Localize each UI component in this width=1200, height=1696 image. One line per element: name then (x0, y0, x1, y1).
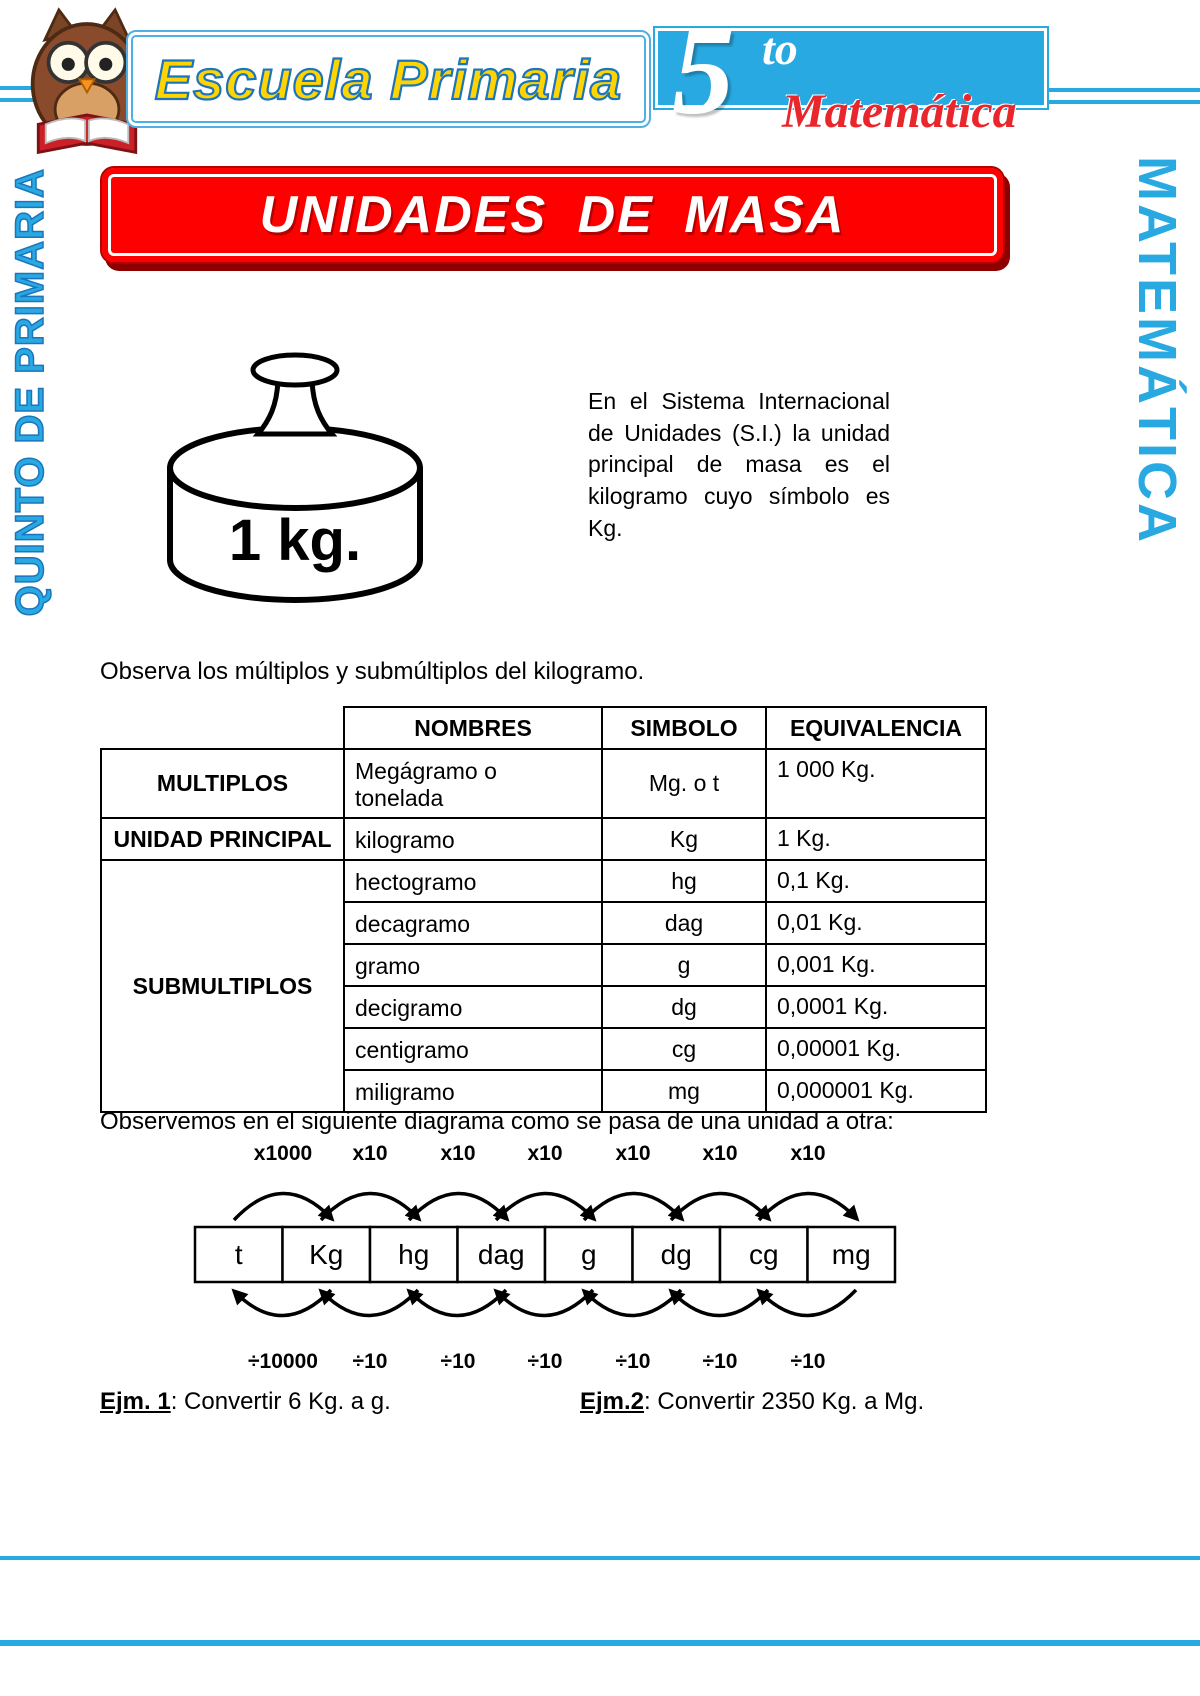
divide-label: ÷10 (702, 1350, 738, 1373)
multiply-label: x10 (440, 1142, 476, 1165)
cell-nombre: hectogramo (344, 860, 602, 902)
multiply-arrow (409, 1193, 506, 1220)
cell-simbolo: Kg (602, 818, 766, 860)
cell-simbolo: cg (602, 1028, 766, 1070)
grade-digit: 5 (672, 3, 735, 141)
example-1 (100, 1388, 580, 1416)
divide-arrow (410, 1290, 506, 1316)
column-header-nombres: NOMBRES (344, 707, 602, 749)
title-banner (100, 166, 1005, 264)
column-header-equivalencia: EQUIVALENCIA (766, 707, 986, 749)
divide-label: ÷10 (527, 1350, 563, 1373)
cell-simbolo: mg (602, 1070, 766, 1112)
cell-simbolo: dg (602, 986, 766, 1028)
observe-text: Observa los múltiplos y submúltiplos del kilogramo. (100, 658, 645, 685)
unit-box-label: dg (660, 1239, 692, 1270)
unit-box-label: g (580, 1239, 597, 1270)
subject-name: Matemática (782, 85, 1017, 138)
divide-arrow (322, 1290, 418, 1316)
column-header-simbolo: SIMBOLO (602, 707, 766, 749)
cell-nombre: decagramo (344, 902, 602, 944)
unit-box-label: cg (748, 1239, 779, 1270)
cell-nombre: kilogramo (344, 818, 602, 860)
cell-equivalencia: 0,0001 Kg. (766, 986, 986, 1028)
example-2 (580, 1388, 924, 1416)
multiply-label: x10 (702, 1142, 738, 1165)
grade-suffix: to (762, 23, 798, 74)
divide-label: ÷10 (615, 1350, 651, 1373)
divide-label: ÷10 (790, 1350, 826, 1373)
cell-nombre: decigramo (344, 986, 602, 1028)
examples-row (100, 1388, 1110, 1416)
left-vertical-banner: QUINTO DE PRIMARIA (8, 168, 52, 617)
unit-box-label: dag (477, 1239, 525, 1270)
weight-label: 1 kg. (228, 508, 362, 573)
multiply-arrow (496, 1193, 593, 1220)
multiply-label: x1000 (253, 1142, 313, 1165)
multiply-label: x10 (527, 1142, 563, 1165)
cell-equivalencia: 1 Kg. (766, 818, 986, 860)
cell-nombre: gramo (344, 944, 602, 986)
cell-simbolo: hg (602, 860, 766, 902)
example-1-label: Ejm. 1 (100, 1388, 171, 1415)
page-title: UNIDADES DE MASA (259, 186, 846, 244)
table-header-row (101, 707, 986, 749)
multiply-arrow (584, 1193, 681, 1220)
cell-equivalencia: 0,001 Kg. (766, 944, 986, 986)
header-line-right-top (1048, 88, 1200, 92)
category-multiplos: MULTIPLOS (101, 749, 344, 818)
unit-box-label: t (234, 1239, 243, 1270)
example-1-text: : Convertir 6 Kg. a g. (170, 1388, 391, 1415)
cell-simbolo: dag (602, 902, 766, 944)
divide-label: ÷10000 (248, 1350, 318, 1373)
intro-paragraph: En el Sistema Internacional de Unidades (S.I.) la unidad principal de masa es el kilogramo cuyo símbolo es Kg. (588, 388, 890, 541)
multiply-label: x10 (790, 1142, 826, 1165)
empty-corner-cell (101, 707, 344, 749)
divide-arrow (585, 1290, 681, 1316)
divide-label: ÷10 (440, 1350, 476, 1373)
divide-arrow (672, 1290, 768, 1316)
multiply-arrow (321, 1193, 418, 1220)
footer-line-top (0, 1556, 1200, 1560)
category-submultiplos: SUBMULTIPLOS (101, 860, 344, 1112)
divide-arrow (235, 1290, 331, 1316)
footer-line-bottom (0, 1640, 1200, 1646)
table-row (101, 749, 986, 818)
multiply-arrow (759, 1193, 856, 1220)
cell-equivalencia: 0,01 Kg. (766, 902, 986, 944)
unit-box-label: mg (831, 1239, 871, 1270)
diagram-intro-text: Observemos en el siguiente diagrama como se pasa de una unidad a otra: (100, 1108, 894, 1135)
example-2-label: Ejm.2 (580, 1388, 645, 1415)
example-2-text: : Convertir 2350 Kg. a Mg. (644, 1388, 925, 1415)
cell-equivalencia: 0,1 Kg. (766, 860, 986, 902)
multiply-arrow (234, 1193, 331, 1220)
divide-label: ÷10 (352, 1350, 388, 1373)
category-unidad-principal: UNIDAD PRINCIPAL (101, 818, 344, 860)
cell-simbolo: Mg. o t (602, 749, 766, 818)
divide-arrow (497, 1290, 593, 1316)
unit-box-label: Kg (309, 1239, 344, 1270)
cell-nombre: centigramo (344, 1028, 602, 1070)
header-line-right-bottom (1048, 100, 1200, 104)
mass-units-table (100, 706, 987, 1113)
weight-illustration (140, 318, 450, 618)
school-name-box (126, 30, 651, 128)
cell-equivalencia: 1 000 Kg. (766, 749, 986, 818)
cell-nombre: miligramo (344, 1070, 602, 1112)
multiply-arrow (671, 1193, 768, 1220)
cell-nombre: Megágramo o tonelada (344, 749, 602, 818)
divide-arrow (760, 1290, 856, 1316)
cell-equivalencia: 0,000001 Kg. (766, 1070, 986, 1112)
right-vertical-banner: MATEMÁTICA (1127, 156, 1187, 545)
table-row (101, 860, 986, 902)
cell-simbolo: g (602, 944, 766, 986)
unit-box-label: hg (398, 1239, 430, 1270)
school-name: Escuela Primaria (154, 47, 623, 111)
multiply-label: x10 (352, 1142, 388, 1165)
cell-equivalencia: 0,00001 Kg. (766, 1028, 986, 1070)
table-row (101, 818, 986, 860)
conversion-diagram (165, 1142, 925, 1377)
multiply-label: x10 (615, 1142, 651, 1165)
